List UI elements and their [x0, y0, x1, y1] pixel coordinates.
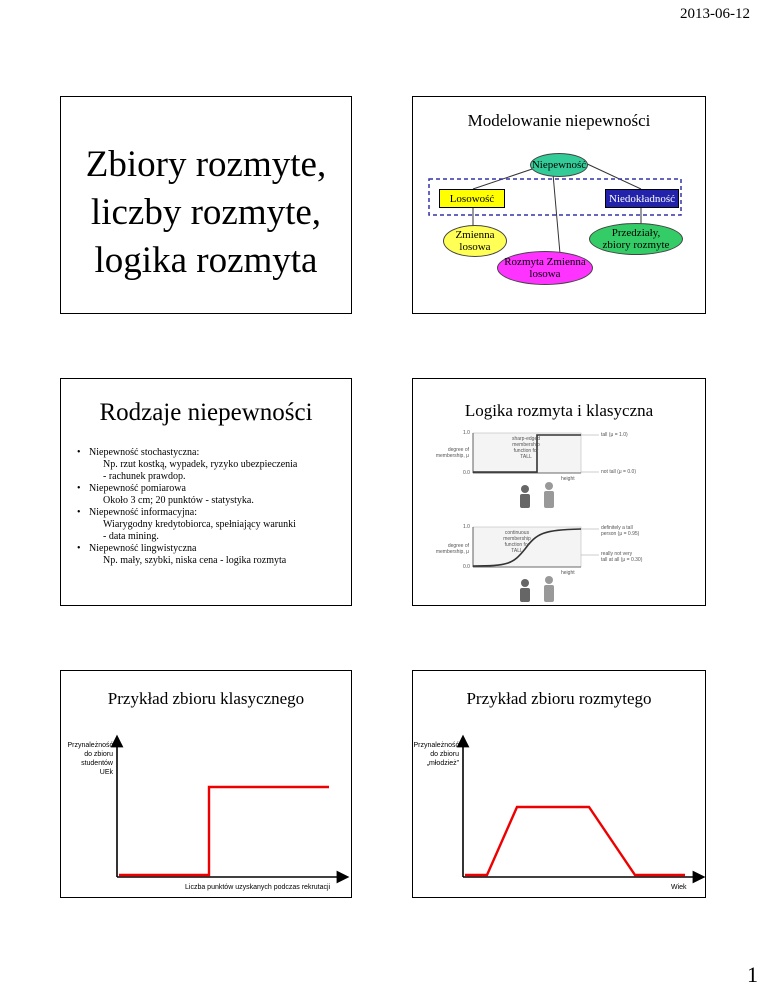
slide-modelowanie-niepewnosci [412, 96, 706, 314]
title-line-2: liczby rozmyte, [90, 192, 322, 233]
slide-rodzaje-niepewnosci [60, 378, 352, 606]
slide-title: Przykład zbioru rozmytego [466, 689, 652, 708]
slide-title: Modelowanie niepewności [467, 111, 651, 130]
top-y-label: degree of membership, μ [435, 447, 469, 459]
tall-label: tall (μ = 1.0) [601, 432, 628, 438]
connector-root-right [583, 162, 641, 189]
uncertainty-list [75, 447, 297, 567]
bottom-x-label: height [561, 570, 575, 576]
top-fn-label: sharp-edged membership function for TALL [511, 436, 541, 460]
bottom-y-label: degree of membership, μ [435, 543, 469, 555]
slide-zbior-rozmyty [412, 670, 706, 898]
title-text [61, 141, 351, 285]
x-axis-label: Wiek [671, 884, 687, 891]
top-y-min: 0.0 [463, 470, 470, 476]
top-x-label: height [561, 476, 575, 482]
person-short-icon [520, 579, 530, 602]
node-przedzialy: Przedziały, zbiory rozmyte [589, 223, 683, 255]
node-losowosc: Losowość [439, 189, 505, 208]
document-date: 2013-06-12 [680, 6, 750, 22]
node-rozmyta-zmienna-losowa: Rozmyta Zmienna losowa [497, 251, 593, 285]
node-niepewnosc: Niepewność [530, 153, 588, 177]
node-niedokladnosc: Niedokładność [605, 189, 679, 208]
slide-title: Rodzaje niepewności [99, 399, 313, 426]
crisp-membership-line [119, 787, 329, 875]
bottom-fn-label: continuous membership function for TALL [503, 530, 531, 554]
y-axis-label: Przynależność do zbioru studentów UEk [67, 742, 113, 776]
list-item: • Niepewność lingwistyczna Np. mały, szybki, niska cena - logika rozmyta [89, 543, 297, 567]
crisp-set-plot [61, 671, 351, 897]
x-axis-label: Liczba punktów uzyskanych podczas rekrutacji [185, 884, 331, 891]
slide-zbior-klasyczny [60, 670, 352, 898]
top-y-max: 1.0 [463, 430, 470, 436]
really-not-tall-label: really not very tall at all (μ = 0.30) [601, 551, 643, 563]
list-item: • Niepewność pomiarowa Około 3 cm; 20 punktów - statystyka. [89, 483, 297, 507]
node-zmienna-losowa: Zmienna losowa [443, 225, 507, 257]
slide-title-card [60, 96, 352, 314]
person-tall-icon [544, 576, 554, 602]
y-axis-label: Przynależność do zbioru „młodzież” [413, 742, 459, 767]
list-item: • Niepewność informacyjna: Wiarygodny kredytobiorca, spełniający warunki - data mining. [89, 507, 297, 543]
slide-title: Przykład zbioru klasycznego [107, 689, 305, 708]
fuzzy-membership-line [465, 807, 685, 875]
bottom-y-max: 1.0 [463, 524, 470, 530]
title-line-1: Zbiory rozmyte, [85, 144, 327, 185]
slide-logika-rozmyta-klasyczna [412, 378, 706, 606]
person-short-icon [520, 485, 530, 508]
definitely-tall-label: definitely a tall person (μ = 0.95) [601, 525, 640, 537]
membership-figure [413, 379, 705, 605]
title-line-3: logika rozmyta [94, 240, 318, 281]
bottom-y-min: 0.0 [463, 564, 470, 570]
fuzzy-set-plot [413, 671, 705, 897]
not-tall-label: not tall (μ = 0.0) [601, 469, 636, 475]
slide-title: Logika rozmyta i klasyczna [464, 401, 654, 420]
list-item: • Niepewność stochastyczna: Np. rzut kostką, wypadek, ryzyko ubezpieczenia - rachunek prawdop. [89, 447, 297, 483]
person-tall-icon [544, 482, 554, 508]
page-number: 1 [747, 962, 758, 987]
